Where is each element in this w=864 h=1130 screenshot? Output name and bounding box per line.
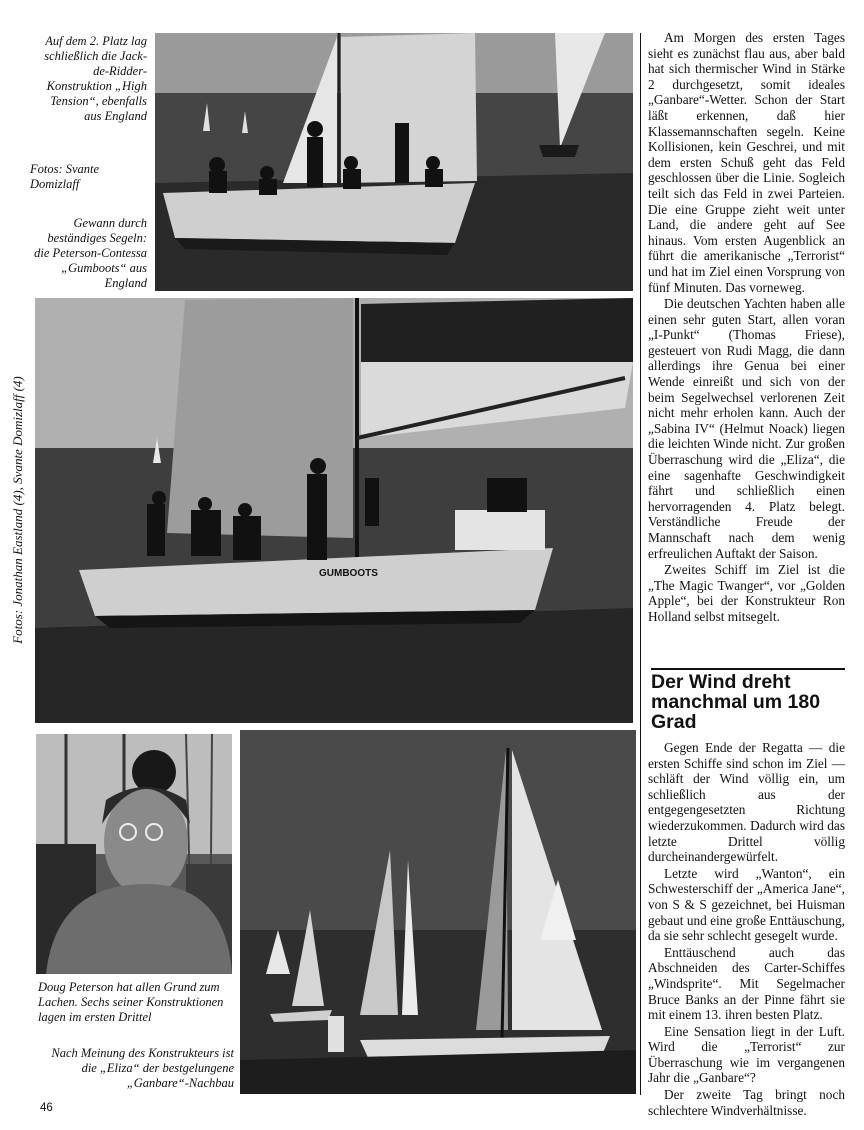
photo-gumboots: [35, 298, 633, 723]
article-paragraph: Eine Sensation liegt in der Luft. Wird die „Terrorist“ zur Überraschung wie im vergangenen Jahr die „Ganbare“?: [648, 1023, 845, 1086]
section-headline: Der Wind dreht manchmal um 180 Grad: [651, 671, 821, 733]
article-column-top: [648, 30, 845, 626]
article-paragraph: Enttäuschend auch das Abschneiden des Carter-Schiffes „Windsprite“. Mit Segelmacher Bruce Banks an der Pinne fährt sie mit einem 13. ihren besten Platz.: [648, 944, 845, 1023]
page-number: 46: [40, 1102, 53, 1114]
headline-rule: [651, 668, 845, 670]
article-paragraph: Gegen Ende der Regatta — die ersten Schiffe sind schon im Ziel — schläft der Wind völlig ein, um schließlich aus der entgegengesetzten Richtung wiederzukommen. Dadurch wird das letzte Drittel völlig durcheinandergewürfelt.: [648, 740, 845, 865]
column-divider: [640, 33, 641, 1095]
caption-high-tension: Auf dem 2. Platz lag schließlich die Jack-de-Ridder-Konstruktion „High Tension“, ebenfalls aus England: [44, 34, 147, 123]
article-paragraph: Zweites Schiff im Ziel ist die „The Magic Twanger“, vor „Golden Apple“, bei der Konstrukteur Ron Holland selbst mitsegelt.: [648, 562, 845, 624]
article-paragraph: Letzte wird „Wanton“, ein Schwesterschiff der „America Jane“, von S & S gezeichnet, bei Huisman gebaut und eine große Enttäuschung, da sie sehr schlecht gesegelt wurde.: [648, 865, 845, 944]
article-paragraph: Der zweite Tag bringt noch schlechtere Windverhältnisse.: [648, 1087, 845, 1118]
photo-eliza-fleet: [240, 730, 636, 1094]
article-paragraph: Die deutschen Yachten haben alle einen sehr guten Start, allen voran „I-Punkt“ (Thomas Friese), gesteuert von Rudi Magg, die dann allerdings ihre Genua bei einer Wende einreißt und sich von der beim Segelwechsel verlorenen Zeit nicht mehr erholen kann. Auch der „Sabina IV“ (Helmut Noack) liegen die leichten Winde nicht. Zur großen Überraschung wird die „Eliza“, die eine sagenhafte Geschwindigkeit fährt und schließlich einen hervorragenden 4. Platz belegt. Verständliche Freude der Mannschaft nach dem wenig erfreulichen Auftakt der Saison.: [648, 296, 845, 561]
vertical-photo-credit: Fotos: Jonathan Eastland (4), Svante Domizlaff (4): [10, 376, 25, 644]
photo-doug-peterson: [36, 734, 232, 974]
caption-photo-credit: Fotos: Svante Domizlaff: [30, 162, 100, 191]
caption-doug-peterson: Doug Peterson hat allen Grund zum Lachen. Sechs seiner Konstruktionen lagen im ersten Drittel: [38, 980, 224, 1024]
photo-high-tension: [155, 33, 633, 291]
caption-gumboots: Gewann durch beständiges Segeln: die Peterson-Contessa „Gumboots“ aus England: [34, 216, 147, 290]
article-column-bottom: [648, 740, 845, 1119]
caption-eliza: Nach Meinung des Konstrukteurs ist die „Eliza“ der bestgelungene „Ganbare“-Nachbau: [51, 1046, 234, 1090]
article-paragraph: Am Morgen des ersten Tages sieht es zunächst flau aus, aber bald hat sich thermischer Wind in Stärke 2 durchgesetzt, somit ideales „Ganbare“-Wetter. Schon der Start läßt erkennen, daß hier Klassemannschaften segeln. Keine Kollisionen, kein Geschrei, und mit dem ersten Schuß geht das Feld geschlossen über die Linie. Sogleich teilt sich das Feld in zwei Parteien. Die eine Gruppe zieht weit unter Land, die andere geht auf See hinaus. Vom ersten Augenblick an führt die amerikanische „Terrorist“ und hat im Ziel einen Vorsprung von fünf Minuten. Das vorneweg.: [648, 30, 845, 295]
boat-name-label: GUMBOOTS: [319, 568, 378, 579]
